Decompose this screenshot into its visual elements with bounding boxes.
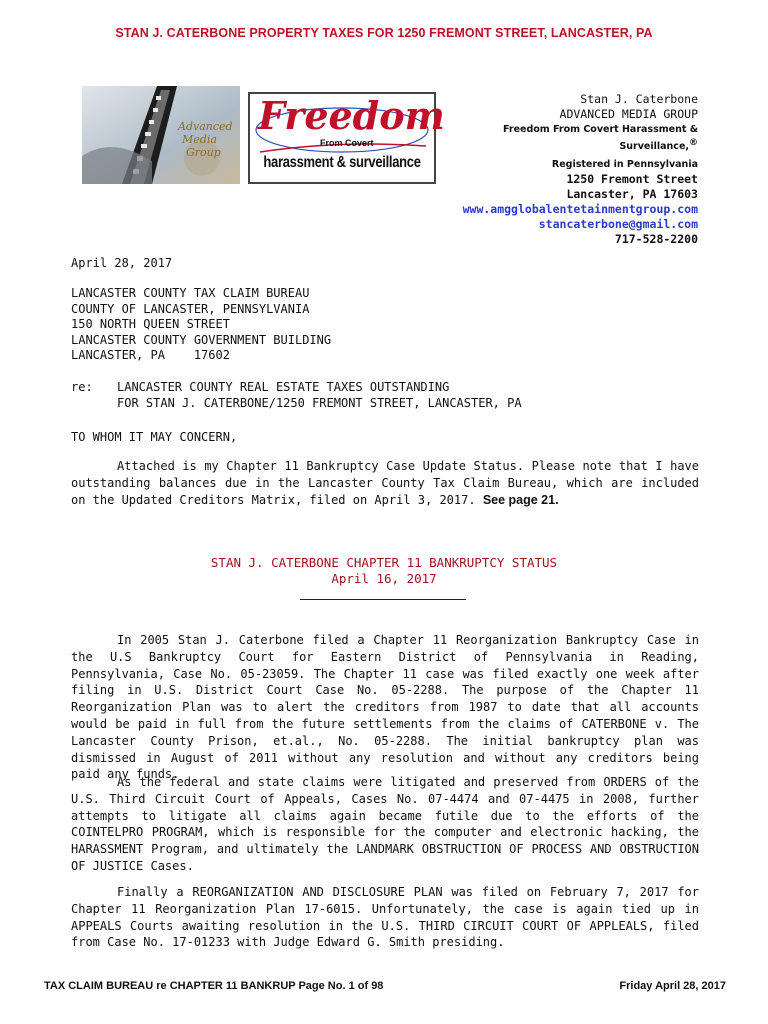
- sender-org-line2: Surveillance,: [619, 141, 689, 152]
- letter-date: April 28, 2017: [71, 256, 173, 270]
- recipient-line: 150 NORTH QUEEN STREET: [71, 317, 230, 332]
- re-block: [71, 379, 699, 411]
- intro-text: Attached is my Chapter 11 Bankruptcy Case Update Status. Please note that I have outstanding balances due in the Lancaster County Tax Claim Bureau, which are included on the Updated Creditors Matrix, filed on April 3, 2017.: [71, 459, 699, 507]
- sender-registered: Registered in Pennsylvania: [551, 159, 698, 170]
- amg-logo-line2: Media: [182, 133, 217, 146]
- sender-org-line2-row: [463, 137, 698, 157]
- status-title: STAN J. CATERBONE CHAPTER 11 BANKRUPTCY STATUS: [210, 555, 558, 570]
- recipient-line: LANCASTER COUNTY TAX CLAIM BUREAU: [71, 286, 310, 300]
- re-label: re:: [71, 380, 93, 394]
- salutation: TO WHOM IT MAY CONCERN,: [71, 430, 238, 444]
- recipient-line: LANCASTER COUNTY GOVERNMENT BUILDING: [71, 332, 332, 347]
- body-paragraph-2: As the federal and state claims were litigated and preserved from ORDERS of the U.S. Third Circuit Court of Appeals, Cases No. 07-4474 and 07-4475 in 2008, further attempts to litigate all claims again became futile due to the efforts of the COINTELPRO PROGRAM, which is responsible for the computer and electronic hacking, the HARASSMENT Program, and ultimately the LANDMARK OBSTRUCTION OF PROCESS AND OBSTRUCTION OF JUSTICE Cases.: [71, 775, 699, 873]
- sender-street: 1250 Fremont Street: [566, 172, 698, 186]
- advanced-media-group-logo: [82, 86, 240, 184]
- re-line1: LANCASTER COUNTY REAL ESTATE TAXES OUTSTANDING: [117, 380, 450, 394]
- sender-email-link[interactable]: stancaterbone@gmail.com: [538, 217, 698, 231]
- intro-paragraph: [71, 458, 699, 508]
- re-line2: FOR STAN J. CATERBONE/1250 FREMONT STREET, LANCASTER, PA: [117, 396, 522, 410]
- page-header-title: STAN J. CATERBONE PROPERTY TAXES FOR 1250 FREMONT STREET, LANCASTER, PA: [115, 26, 653, 40]
- sender-address-block: [463, 92, 698, 247]
- footer-left: TAX CLAIM BUREAU re CHAPTER 11 BANKRUP Page No. 1 of 98: [44, 980, 384, 992]
- recipient-block: [71, 286, 699, 364]
- sender-name: Stan J. Caterbone: [580, 92, 698, 106]
- status-date: April 16, 2017: [331, 571, 437, 586]
- sender-company: ADVANCED MEDIA GROUP: [559, 107, 698, 121]
- freedom-from-covert-logo: [248, 92, 445, 184]
- registered-mark: ®: [689, 137, 698, 148]
- sender-city: Lancaster, PA 17603: [566, 187, 698, 201]
- freedom-logo-bottom: harassment & surveillance: [263, 152, 421, 171]
- body-paragraph-3: Finally a REORGANIZATION AND DISCLOSURE PLAN was filed on February 7, 2017 for Chapter 11 Reorganization Plan 17-6015. Unfortunately, the case is again tied up in APPEALS Courts awaiting resolution in the U.S. THIRD CIRCUIT COURT OF APPLEALS, filed from Case No. 17-01233 with Judge Edward G. Smith presiding.: [71, 885, 699, 950]
- sender-phone: 717-528-2200: [614, 232, 698, 246]
- recipient-line: COUNTY OF LANCASTER, PENNSYLVANIA: [71, 301, 310, 316]
- sender-website-link[interactable]: www.amgglobalentetainmentgroup.com: [462, 202, 698, 216]
- amg-logo-line1: Advanced: [178, 120, 233, 133]
- amg-logo-line3: Group: [186, 146, 221, 159]
- sender-org-line1: Freedom From Covert Harassment &: [503, 124, 698, 135]
- freedom-logo-script: Freedom: [258, 93, 445, 138]
- status-divider: [300, 599, 466, 600]
- footer-date: Friday April 28, 2017: [619, 980, 726, 992]
- body-paragraph-1: In 2005 Stan J. Caterbone filed a Chapter 11 Reorganization Bankruptcy Case in the U.S Bankruptcy Court for Eastern District of Pennsylvania in Reading, Pennsylvania, Case No. 05-23059. The Chapter 11 case was filed exactly one week after filing in U.S. District Court Case No. 05-2288. The purpose of the Chapter 11 Reorganization Plan was to alert the creditors from 1987 to date that all accounts would be paid in full from the future settlements from the claims of CATERBONE v. The Lancaster County Prison, et.al., No. 05-2288. The initial bankruptcy plan was dismissed in August of 2011 without any resolution and without any creditors being paid any funds.: [71, 633, 699, 782]
- freedom-logo-sub: From Covert: [320, 138, 374, 148]
- recipient-line: LANCASTER, PA 17602: [71, 348, 230, 363]
- see-page-note: See page 21.: [482, 492, 559, 507]
